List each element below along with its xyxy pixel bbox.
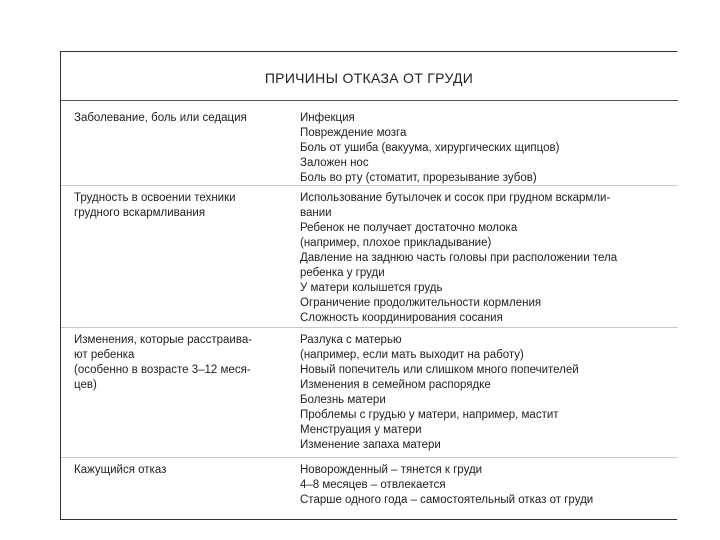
detail-line: Ограничение продолжительности кормления <box>300 297 542 309</box>
cause-line: (особенно в возрасте 3–12 меся- <box>74 364 251 376</box>
header-divider <box>61 100 678 101</box>
table-title: ПРИЧИНЫ ОТКАЗА ОТ ГРУДИ <box>264 70 474 86</box>
cause-line: Заболевание, боль или седация <box>74 112 247 124</box>
cause-line: Изменения, которые расстраива- <box>74 334 253 346</box>
detail-line: ребенка у груди <box>300 267 385 279</box>
details-cell <box>300 191 675 326</box>
detail-line: Боль от ушиба (вакуума, хирургических щипцов) <box>300 142 560 154</box>
detail-line: Заложен нос <box>300 157 369 169</box>
cause-cell <box>74 333 284 393</box>
details-cell <box>300 333 675 453</box>
detail-line: Новый попечитель или слишком много попечителей <box>300 364 579 376</box>
cause-line: Трудность в освоении техники <box>74 192 236 204</box>
detail-line: Изменения в семейном распорядке <box>300 379 491 391</box>
details-cell <box>300 463 675 508</box>
detail-line: Давление на заднюю часть головы при расположении тела <box>300 252 618 264</box>
detail-line: (например, если мать выходит на работу) <box>300 349 524 361</box>
table-row <box>61 457 678 518</box>
table-row <box>61 185 678 328</box>
detail-line: Сложность координирования сосания <box>300 312 503 324</box>
detail-line: Проблемы с грудью у матери, например, мастит <box>300 409 559 421</box>
table-row <box>61 327 678 458</box>
detail-line: Менструация у матери <box>300 424 422 436</box>
detail-line: Болезнь матери <box>300 394 386 406</box>
cause-cell <box>74 111 284 126</box>
cause-line: Кажущийся отказ <box>74 464 167 476</box>
cause-line: цев) <box>74 379 97 391</box>
detail-line: Повреждение мозга <box>300 127 407 139</box>
detail-line: Изменение запаха матери <box>300 439 441 451</box>
cause-line: ют ребенка <box>74 349 135 361</box>
detail-line: (например, плохое прикладывание) <box>300 237 492 249</box>
details-cell <box>300 111 675 186</box>
detail-line: Разлука с матерью <box>300 334 402 346</box>
table-frame <box>60 51 677 520</box>
detail-line: У матери колышется грудь <box>300 282 443 294</box>
cause-line: грудного вскармливания <box>74 207 206 219</box>
table-row <box>61 111 678 191</box>
detail-line: Новорожденный – тянется к груди <box>300 464 483 476</box>
cause-cell <box>74 463 284 478</box>
detail-line: Старше одного года – самостоятельный отказ от груди <box>300 494 594 506</box>
detail-line: вании <box>300 207 332 219</box>
detail-line: Использование бутылочек и сосок при грудном вскармли- <box>300 192 611 204</box>
detail-line: 4–8 месяцев – отвлекается <box>300 479 446 491</box>
cause-cell <box>74 191 284 221</box>
detail-line: Инфекция <box>300 112 355 124</box>
detail-line: Ребенок не получает достаточно молока <box>300 222 518 234</box>
detail-line: Боль во рту (стоматит, прорезывание зубов) <box>300 172 537 184</box>
